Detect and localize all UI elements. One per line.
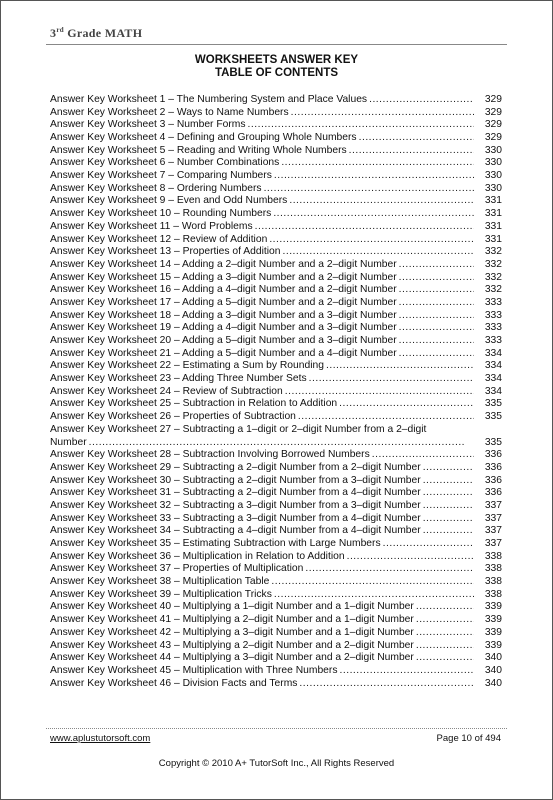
toc-entry-title: Answer Key Worksheet 18 – Adding a 3–digit Number and a 3–digit Number	[50, 309, 397, 321]
dot-leader	[416, 627, 474, 640]
dot-leader	[416, 601, 474, 614]
toc-entry[interactable]	[50, 525, 502, 538]
toc-entry[interactable]	[50, 411, 502, 424]
toc-entry-page: 329	[484, 93, 502, 105]
dot-leader	[309, 373, 474, 386]
toc-entry-title: Answer Key Worksheet 44 – Multiplying a 3–digit Number and a 2–digit Number	[50, 652, 414, 664]
toc-entry-page: 332	[484, 258, 502, 270]
dot-leader	[399, 272, 474, 285]
toc-entry-page: 338	[484, 576, 502, 588]
toc-entry-page: 337	[484, 525, 502, 537]
toc-entry-page: 336	[484, 461, 502, 473]
dot-leader	[399, 284, 474, 297]
grade-number: 3	[50, 26, 57, 40]
toc-entry-title: Answer Key Worksheet 20 – Adding a 5–digit Number and a 3–digit Number	[50, 335, 397, 347]
toc-entry-title: Answer Key Worksheet 37 – Properties of Multiplication	[50, 563, 304, 575]
dot-leader	[299, 678, 474, 691]
grade-suffix: rd	[56, 26, 64, 34]
toc-entry-page: 330	[484, 157, 502, 169]
toc-entry-page: 331	[484, 195, 502, 207]
dot-leader	[399, 335, 474, 348]
toc-entry-page: 335	[484, 398, 502, 410]
dot-leader	[298, 411, 474, 424]
toc-entry[interactable]	[50, 602, 502, 615]
toc-entry-title-line1: Answer Key Worksheet 27 – Subtracting a 1–digit or 2–digit Number from a 2–digit	[50, 423, 427, 435]
toc-entry-page: 335	[484, 436, 502, 448]
toc-entry[interactable]	[50, 145, 502, 158]
toc-entry[interactable]	[50, 259, 502, 272]
toc-entry[interactable]	[50, 208, 502, 221]
toc-entry-page: 338	[484, 550, 502, 562]
toc-entry-title: Answer Key Worksheet 42 – Multiplying a 3–digit Number and a 1–digit Number	[50, 626, 414, 638]
dot-leader	[281, 157, 474, 170]
toc-entry-title: Answer Key Worksheet 8 – Ordering Numbers	[50, 182, 262, 194]
toc-entry-title: Answer Key Worksheet 26 – Properties of Subtraction	[50, 411, 296, 423]
toc-entry-title: Answer Key Worksheet 12 – Review of Addition	[50, 233, 268, 245]
dot-leader	[399, 310, 474, 323]
toc-entry-page: 338	[484, 563, 502, 575]
toc-entry[interactable]	[50, 272, 502, 285]
dot-leader	[326, 360, 474, 373]
toc-entry-page: 339	[484, 614, 502, 626]
toc-entry[interactable]	[50, 284, 502, 297]
toc-entry[interactable]	[50, 513, 502, 526]
toc-entry[interactable]	[50, 183, 502, 196]
toc-entry-title: Answer Key Worksheet 19 – Adding a 4–digit Number and a 3–digit Number	[50, 322, 397, 334]
toc-entry-page: 332	[484, 271, 502, 283]
toc-entry-title: Answer Key Worksheet 22 – Estimating a Sum by Rounding	[50, 360, 324, 372]
toc-entry-title: Answer Key Worksheet 39 – Multiplication Tricks	[50, 588, 272, 600]
toc-entry-page: 340	[484, 664, 502, 676]
dot-leader	[273, 208, 474, 221]
dot-leader	[423, 500, 474, 513]
toc-entry[interactable]	[50, 234, 502, 247]
toc-entry-title: Answer Key Worksheet 41 – Multiplying a 2–digit Number and a 1–digit Number	[50, 614, 414, 626]
toc-entry-title: Answer Key Worksheet 6 – Number Combinations	[50, 157, 280, 169]
dot-leader	[285, 386, 474, 399]
toc-entry-title: Answer Key Worksheet 24 – Review of Subtraction	[50, 385, 283, 397]
toc-entry-title: Answer Key Worksheet 34 – Subtracting a 4–digit Number from a 4–digit Number	[50, 525, 421, 537]
toc-entry-page: 334	[484, 373, 502, 385]
toc-entry-page: 330	[484, 144, 502, 156]
dot-leader	[248, 119, 474, 132]
dot-leader	[423, 475, 474, 488]
subject-label: Grade MATH	[67, 26, 143, 40]
running-header	[50, 26, 142, 41]
footer-rule	[46, 728, 507, 729]
copyright-notice: Copyright © 2010 A+ TutorSoft Inc., All Rights Reserved	[158, 758, 395, 769]
toc-entry-page: 333	[484, 322, 502, 334]
toc-entry[interactable]	[50, 475, 502, 488]
toc-entry[interactable]	[50, 551, 502, 564]
toc-entry[interactable]	[50, 538, 502, 551]
toc-entry-title: Answer Key Worksheet 46 – Division Facts and Terms	[50, 677, 298, 689]
dot-leader	[291, 107, 474, 120]
toc-entry[interactable]	[50, 94, 502, 107]
toc-entry-title: Answer Key Worksheet 45 – Multiplication with Three Numbers	[50, 664, 338, 676]
dot-leader	[372, 449, 474, 462]
toc-entry[interactable]	[50, 589, 502, 602]
dot-leader	[383, 538, 474, 551]
toc-entry[interactable]	[50, 614, 502, 627]
toc-entry-title: Answer Key Worksheet 35 – Estimating Subtraction with Large Numbers	[50, 538, 381, 550]
toc-entry[interactable]	[50, 221, 502, 234]
toc-entry-page: 339	[484, 626, 502, 638]
toc-entry[interactable]	[50, 487, 502, 500]
dot-leader	[339, 665, 474, 678]
toc-entry-page: 329	[484, 119, 502, 131]
dot-leader	[399, 297, 474, 310]
toc-entry-title: Answer Key Worksheet 14 – Adding a 2–digit Number and a 2–digit Number	[50, 258, 397, 270]
toc-entry-title: Answer Key Worksheet 25 – Subtraction in Relation to Addition	[50, 398, 338, 410]
website-link[interactable]: www.aplustutorsoft.com	[50, 733, 151, 744]
toc-entry-page: 336	[484, 474, 502, 486]
toc-entry-page: 339	[484, 601, 502, 613]
dot-leader	[423, 513, 474, 526]
dot-leader	[282, 246, 474, 259]
toc-entry-page: 329	[484, 132, 502, 144]
toc-entry-title: Answer Key Worksheet 30 – Subtracting a 2–digit Number from a 3–digit Number	[50, 474, 421, 486]
toc-entry-page: 337	[484, 512, 502, 524]
toc-entry-page: 330	[484, 170, 502, 182]
toc-entry-title: Answer Key Worksheet 11 – Word Problems	[50, 220, 253, 232]
toc-entry-page: 330	[484, 182, 502, 194]
toc-entry-title: Answer Key Worksheet 31 – Subtracting a 2–digit Number from a 4–digit Number	[50, 487, 421, 499]
toc-entry-page: 340	[484, 677, 502, 689]
toc-entry[interactable]	[50, 335, 502, 348]
toc-entry-page: 331	[484, 208, 502, 220]
dot-leader	[416, 652, 474, 665]
toc-entry[interactable]	[50, 360, 502, 373]
dot-leader	[423, 525, 474, 538]
toc-entry-page: 333	[484, 296, 502, 308]
toc-entry[interactable]	[50, 170, 502, 183]
dot-leader	[349, 145, 474, 158]
toc-entry-title: Answer Key Worksheet 33 – Subtracting a 3–digit Number from a 4–digit Number	[50, 512, 421, 524]
toc-entry-title: Answer Key Worksheet 13 – Properties of Addition	[50, 246, 281, 258]
dot-leader	[359, 132, 474, 145]
dot-leader	[89, 437, 464, 450]
toc-entry-page: 336	[484, 449, 502, 461]
toc-entry[interactable]	[50, 640, 502, 653]
toc-entry[interactable]	[50, 576, 502, 589]
toc-entry-title: Answer Key Worksheet 3 – Number Forms	[50, 119, 246, 131]
dot-leader	[416, 614, 474, 627]
dot-leader	[289, 195, 474, 208]
toc-entry[interactable]	[50, 373, 502, 386]
toc-entry-page: 333	[484, 335, 502, 347]
toc-entry-page: 339	[484, 639, 502, 651]
toc-entry[interactable]	[50, 196, 502, 209]
toc-entry-title: Answer Key Worksheet 5 – Reading and Writing Whole Numbers	[50, 144, 347, 156]
toc-entry[interactable]	[50, 462, 502, 475]
toc-entry-title: Answer Key Worksheet 7 – Comparing Numbers	[50, 170, 272, 182]
toc-entry-title: Answer Key Worksheet 23 – Adding Three Number Sets	[50, 373, 307, 385]
toc-entry[interactable]	[50, 665, 502, 678]
toc-entry[interactable]	[50, 107, 502, 120]
toc-entry-page: 335	[484, 411, 502, 423]
toc-entry-title: Answer Key Worksheet 10 – Rounding Numbers	[50, 208, 272, 220]
toc-entry[interactable]	[50, 652, 502, 665]
toc-entry-title: Answer Key Worksheet 40 – Multiplying a 1–digit Number and a 1–digit Number	[50, 601, 414, 613]
dot-leader	[339, 398, 474, 411]
toc-entry[interactable]	[50, 399, 502, 412]
toc-entry[interactable]	[50, 246, 502, 259]
toc-entry-title: Answer Key Worksheet 17 – Adding a 5–digit Number and a 2–digit Number	[50, 296, 397, 308]
toc-entry-title: Answer Key Worksheet 38 – Multiplication Table	[50, 576, 270, 588]
toc-entry-page: 337	[484, 499, 502, 511]
toc-entry[interactable]	[50, 449, 502, 462]
toc-entry[interactable]	[50, 297, 502, 310]
dot-leader	[347, 551, 474, 564]
dot-leader	[423, 487, 474, 500]
dot-leader	[274, 589, 474, 602]
dot-leader	[274, 170, 474, 183]
toc-entry-page: 334	[484, 347, 502, 359]
toc-entry-wrapped[interactable]	[50, 424, 502, 449]
dot-leader	[264, 183, 474, 196]
toc-entry-title-line2: Number	[50, 436, 87, 448]
toc-entry-title: Answer Key Worksheet 2 – Ways to Name Numbers	[50, 106, 289, 118]
dot-leader	[305, 563, 474, 576]
toc-entry[interactable]	[50, 119, 502, 132]
toc-entry-page: 331	[484, 220, 502, 232]
toc-entry[interactable]	[50, 132, 502, 145]
toc-entry-title: Answer Key Worksheet 21 – Adding a 5–digit Number and a 4–digit Number	[50, 347, 397, 359]
toc-entry-title: Answer Key Worksheet 16 – Adding a 4–digit Number and a 2–digit Number	[50, 284, 397, 296]
toc-title: TABLE OF CONTENTS	[214, 67, 339, 79]
toc-entry-page: 329	[484, 106, 502, 118]
dot-leader	[399, 259, 474, 272]
toc-entry-title: Answer Key Worksheet 28 – Subtraction Involving Borrowed Numbers	[50, 449, 370, 461]
toc-entry-title: Answer Key Worksheet 32 – Subtracting a 3–digit Number from a 3–digit Number	[50, 499, 421, 511]
toc-entry-page: 340	[484, 652, 502, 664]
dot-leader	[399, 348, 474, 361]
toc-entry-page: 333	[484, 309, 502, 321]
toc-entry-page: 334	[484, 385, 502, 397]
toc-entry-title: Answer Key Worksheet 15 – Adding a 3–digit Number and a 2–digit Number	[50, 271, 397, 283]
toc-entry-title: Answer Key Worksheet 4 – Defining and Grouping Whole Numbers	[50, 132, 357, 144]
dot-leader	[399, 322, 474, 335]
toc-entry-title: Answer Key Worksheet 29 – Subtracting a 2–digit Number from a 2–digit Number	[50, 461, 421, 473]
toc-entry-page: 338	[484, 588, 502, 600]
dot-leader	[271, 576, 474, 589]
toc-entry[interactable]	[50, 627, 502, 640]
toc-entry-page: 334	[484, 360, 502, 372]
dot-leader	[269, 234, 474, 247]
header-rule	[46, 44, 507, 45]
toc-entry[interactable]	[50, 386, 502, 399]
toc-entry[interactable]	[50, 678, 502, 691]
toc-entry[interactable]	[50, 310, 502, 323]
toc-entry-page: 337	[484, 538, 502, 550]
toc-entry-page: 332	[484, 246, 502, 258]
toc-entry-title: Answer Key Worksheet 43 – Multiplying a 2–digit Number and a 2–digit Number	[50, 639, 414, 651]
toc-entry-page: 332	[484, 284, 502, 296]
toc-entry[interactable]	[50, 500, 502, 513]
toc-entry[interactable]	[50, 348, 502, 361]
toc-entry[interactable]	[50, 322, 502, 335]
table-of-contents	[50, 94, 502, 690]
dot-leader	[255, 221, 474, 234]
toc-entry-title: Answer Key Worksheet 9 – Even and Odd Numbers	[50, 195, 288, 207]
toc-entry-page: 331	[484, 233, 502, 245]
toc-entry[interactable]	[50, 563, 502, 576]
toc-entry[interactable]	[50, 157, 502, 170]
dot-leader	[423, 462, 474, 475]
page-number: Page 10 of 494	[436, 733, 501, 744]
document-title: WORKSHEETS ANSWER KEY	[194, 54, 359, 66]
toc-entry-title: Answer Key Worksheet 1 – The Numbering System and Place Values	[50, 93, 368, 105]
dot-leader	[416, 640, 474, 653]
title-block	[0, 54, 553, 80]
toc-entry-page: 336	[484, 487, 502, 499]
toc-entry-title: Answer Key Worksheet 36 – Multiplication in Relation to Addition	[50, 550, 345, 562]
dot-leader	[369, 94, 474, 107]
